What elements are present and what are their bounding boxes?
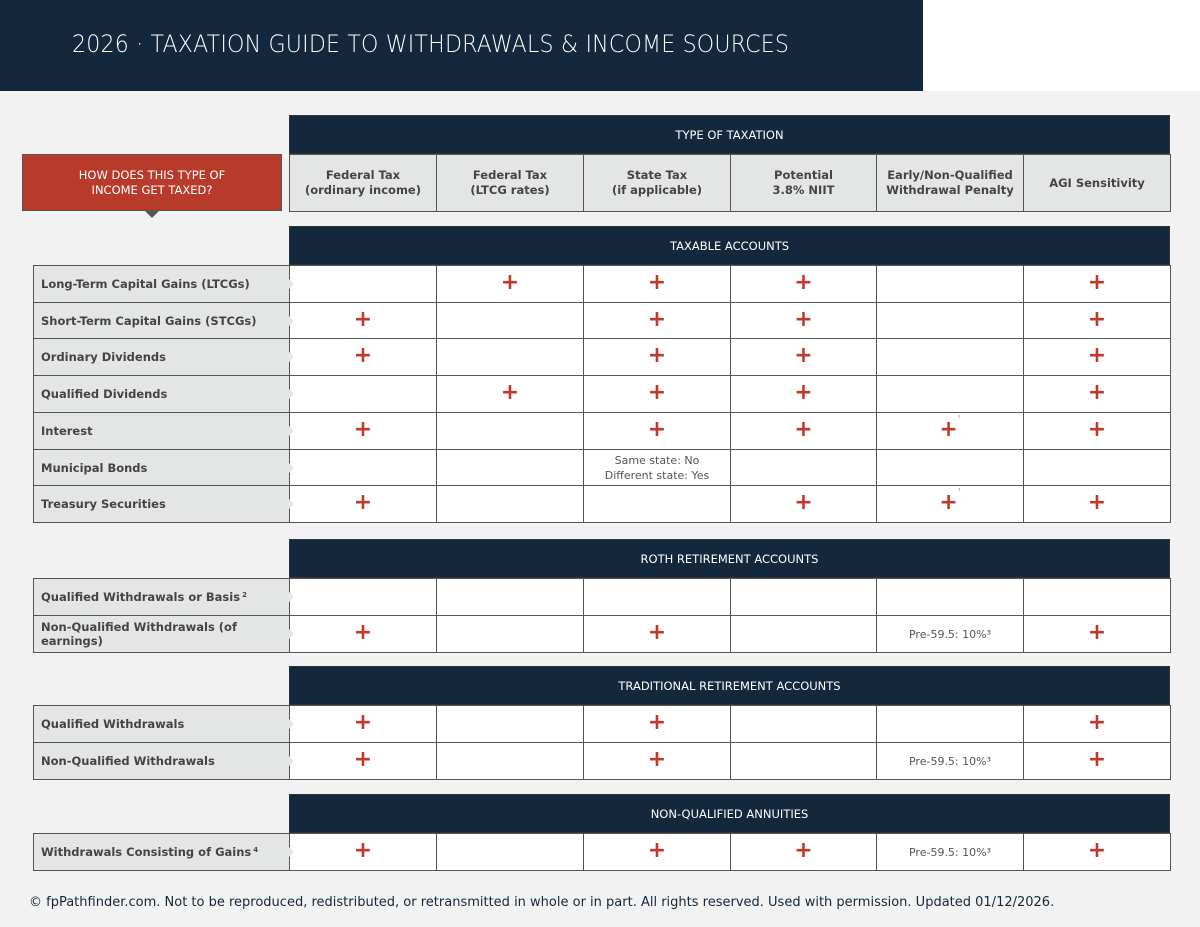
footnote-marker: 2 xyxy=(242,591,247,599)
row-label xyxy=(33,615,291,653)
taxed-plus-icon: + xyxy=(794,838,813,863)
table-cell xyxy=(436,338,584,376)
row-label xyxy=(33,302,291,340)
row-label-text: Ordinary Dividends xyxy=(41,350,166,364)
taxed-plus-icon: + xyxy=(353,490,373,515)
table-cell xyxy=(876,615,1024,653)
table-cell xyxy=(583,412,731,450)
taxed-plus-icon: + xyxy=(500,380,520,405)
taxed-plus-icon: + xyxy=(794,307,813,332)
callout-how-taxed: HOW DOES THIS TYPE OF INCOME GET TAXED? xyxy=(22,154,282,211)
type-of-taxation-header: TYPE OF TAXATION xyxy=(289,115,1170,154)
section-header: ROTH RETIREMENT ACCOUNTS xyxy=(289,539,1170,578)
row-label xyxy=(33,578,291,616)
taxed-plus-icon: + xyxy=(1087,307,1107,332)
table-cell xyxy=(289,705,437,743)
table-cell xyxy=(730,338,877,376)
table-cell xyxy=(730,742,877,780)
table-cell xyxy=(583,705,731,743)
table-cell xyxy=(876,449,1024,487)
table-cell xyxy=(583,485,731,523)
row-label-text: Interest xyxy=(41,424,93,438)
taxed-plus-icon: + xyxy=(1087,747,1107,772)
section-header: TAXABLE ACCOUNTS xyxy=(289,226,1170,265)
footnote-marker: ¹ xyxy=(957,486,961,495)
table-cell xyxy=(583,375,731,413)
table-cell xyxy=(289,578,437,616)
row-label xyxy=(33,742,291,780)
column-header: State Tax (if applicable) xyxy=(583,154,731,212)
table-cell xyxy=(436,449,584,487)
row-label-text: Non-Qualified Withdrawals (of earnings) xyxy=(41,620,237,648)
section-header: NON-QUALIFIED ANNUITIES xyxy=(289,794,1170,833)
table-cell xyxy=(436,615,584,653)
row-label-text: Treasury Securities xyxy=(41,497,166,511)
table-cell xyxy=(1023,485,1171,523)
table-cell xyxy=(436,742,584,780)
taxed-plus-icon: + xyxy=(353,838,373,863)
table-cell xyxy=(583,578,731,616)
table-cell xyxy=(1023,412,1171,450)
table-cell xyxy=(289,265,437,303)
taxed-plus-icon: + xyxy=(353,620,373,645)
row-label-text: Short-Term Capital Gains (STCGs) xyxy=(41,314,257,328)
table-cell xyxy=(876,265,1024,303)
table-cell xyxy=(1023,375,1171,413)
row-arrow-fill xyxy=(289,499,294,509)
table-cell xyxy=(436,375,584,413)
taxed-plus-icon: + xyxy=(1087,343,1107,368)
column-header: Federal Tax (ordinary income) xyxy=(289,154,437,212)
footnote-marker: 4 xyxy=(253,846,259,854)
table-cell xyxy=(876,302,1024,340)
taxed-plus-icon: + xyxy=(1087,838,1107,863)
table-cell xyxy=(289,302,437,340)
table-cell xyxy=(289,375,437,413)
table-cell xyxy=(1023,338,1171,376)
taxed-plus-icon: + xyxy=(647,380,667,405)
taxed-plus-icon: +$^{^1}$ xyxy=(939,486,961,515)
table-cell xyxy=(1023,705,1171,743)
table-cell xyxy=(436,265,584,303)
taxed-plus-icon: + xyxy=(647,343,667,368)
row-arrow-fill xyxy=(289,316,294,326)
table-cell xyxy=(730,615,877,653)
table-cell xyxy=(1023,742,1171,780)
taxed-plus-icon: +$^{^1}$ xyxy=(939,413,961,442)
taxed-plus-icon: + xyxy=(353,417,373,442)
row-arrow-fill xyxy=(289,629,294,639)
cell-note: Pre-59.5: 10%³ xyxy=(908,845,991,859)
table-cell xyxy=(1023,578,1171,616)
table-cell xyxy=(876,833,1024,871)
table-cell xyxy=(730,375,877,413)
taxed-plus-icon: + xyxy=(353,747,373,772)
taxed-plus-icon: + xyxy=(647,710,667,735)
table-cell xyxy=(730,833,877,871)
taxed-plus-icon: + xyxy=(1087,270,1107,295)
table-cell xyxy=(730,265,877,303)
table-cell xyxy=(583,265,731,303)
column-header: Potential 3.8% NIIT xyxy=(730,154,877,212)
taxed-plus-icon: + xyxy=(647,838,667,863)
cell-note: Pre-59.5: 10%³ xyxy=(908,627,991,641)
column-header: Federal Tax (LTCG rates) xyxy=(436,154,584,212)
row-arrow-fill xyxy=(289,719,294,729)
table-cell xyxy=(436,833,584,871)
row-label xyxy=(33,338,291,376)
table-cell xyxy=(583,742,731,780)
row-arrow-fill xyxy=(289,592,294,602)
table-cell xyxy=(1023,833,1171,871)
row-label-text: Qualified Dividends xyxy=(41,387,168,401)
cell-note: Pre-59.5: 10%³ xyxy=(908,754,991,768)
callout-pointer xyxy=(145,211,159,218)
table-cell xyxy=(583,338,731,376)
taxed-plus-icon: + xyxy=(1087,490,1107,515)
table-cell xyxy=(289,449,437,487)
taxed-plus-icon: + xyxy=(500,270,520,295)
row-arrow-fill xyxy=(289,426,294,436)
row-label-text: Long-Term Capital Gains (LTCGs) xyxy=(41,277,250,291)
table-cell xyxy=(289,412,437,450)
row-label xyxy=(33,449,291,487)
row-label-text: Qualified Withdrawals xyxy=(41,717,185,731)
taxed-plus-icon: + xyxy=(647,620,667,645)
table-cell xyxy=(436,705,584,743)
page-title: 2026 · TAXATION GUIDE TO WITHDRAWALS & INCOME SOURCES xyxy=(72,30,790,58)
taxed-plus-icon: + xyxy=(647,747,667,772)
row-label xyxy=(33,833,291,871)
table-cell xyxy=(876,338,1024,376)
table-cell xyxy=(289,742,437,780)
table-cell xyxy=(583,302,731,340)
row-label xyxy=(33,265,291,303)
table-cell xyxy=(730,485,877,523)
row-arrow-fill xyxy=(289,463,294,473)
taxed-plus-icon: + xyxy=(353,710,373,735)
table-cell xyxy=(436,412,584,450)
row-arrow-fill xyxy=(289,352,294,362)
row-label-text: Non-Qualified Withdrawals xyxy=(41,754,215,768)
table-cell xyxy=(1023,615,1171,653)
cell-note: Same state: No Different state: Yes xyxy=(604,454,710,482)
taxed-plus-icon: + xyxy=(1087,710,1107,735)
table-cell xyxy=(583,449,731,487)
row-arrow-fill xyxy=(289,847,294,857)
taxed-plus-icon: + xyxy=(794,270,813,295)
table-cell xyxy=(583,615,731,653)
row-label-text: Qualified Withdrawals or Basis xyxy=(41,590,241,604)
table-cell xyxy=(289,615,437,653)
table-cell xyxy=(876,412,1024,450)
taxed-plus-icon: + xyxy=(647,270,667,295)
title-bar-blank xyxy=(923,0,1200,91)
row-label xyxy=(33,705,291,743)
table-cell xyxy=(436,485,584,523)
taxed-plus-icon: + xyxy=(794,380,813,405)
table-cell xyxy=(730,705,877,743)
table-cell xyxy=(436,302,584,340)
table-cell xyxy=(876,705,1024,743)
row-label xyxy=(33,375,291,413)
table-cell xyxy=(1023,302,1171,340)
taxed-plus-icon: + xyxy=(353,307,373,332)
taxed-plus-icon: + xyxy=(353,343,373,368)
taxed-plus-icon: + xyxy=(1087,620,1107,645)
row-label xyxy=(33,485,291,523)
section-header: TRADITIONAL RETIREMENT ACCOUNTS xyxy=(289,666,1170,705)
taxed-plus-icon: + xyxy=(794,343,813,368)
taxed-plus-icon: + xyxy=(1087,417,1107,442)
row-label-text: Withdrawals Consisting of Gains xyxy=(41,845,252,859)
table-cell xyxy=(876,578,1024,616)
table-cell xyxy=(1023,449,1171,487)
footnote-marker: ¹ xyxy=(957,413,961,422)
table-cell xyxy=(730,412,877,450)
table-cell xyxy=(730,302,877,340)
table-cell xyxy=(876,742,1024,780)
table-cell xyxy=(583,833,731,871)
row-arrow-fill xyxy=(289,389,294,399)
table-cell xyxy=(289,338,437,376)
row-arrow-fill xyxy=(289,756,294,766)
column-header: AGI Sensitivity xyxy=(1023,154,1171,212)
table-cell xyxy=(730,578,877,616)
row-arrow-fill xyxy=(289,279,294,289)
taxed-plus-icon: + xyxy=(794,490,813,515)
taxed-plus-icon: + xyxy=(647,417,667,442)
taxed-plus-icon: + xyxy=(1087,380,1107,405)
row-label-text: Municipal Bonds xyxy=(41,461,148,475)
table-cell xyxy=(436,578,584,616)
table-cell xyxy=(876,485,1024,523)
column-header: Early/Non-Qualified Withdrawal Penalty xyxy=(876,154,1024,212)
table-cell xyxy=(289,833,437,871)
table-cell xyxy=(876,375,1024,413)
table-cell xyxy=(289,485,437,523)
title-bar xyxy=(0,0,923,91)
taxed-plus-icon: + xyxy=(647,307,667,332)
footer-copyright: © fpPathfinder.com. Not to be reproduced, redistributed, or retransmitted in whole or in part. All rights reserved. Used with permission. Updated 01/12/2026. xyxy=(29,895,1055,910)
row-label xyxy=(33,412,291,450)
taxed-plus-icon: + xyxy=(794,417,813,442)
table-cell xyxy=(730,449,877,487)
table-cell xyxy=(1023,265,1171,303)
